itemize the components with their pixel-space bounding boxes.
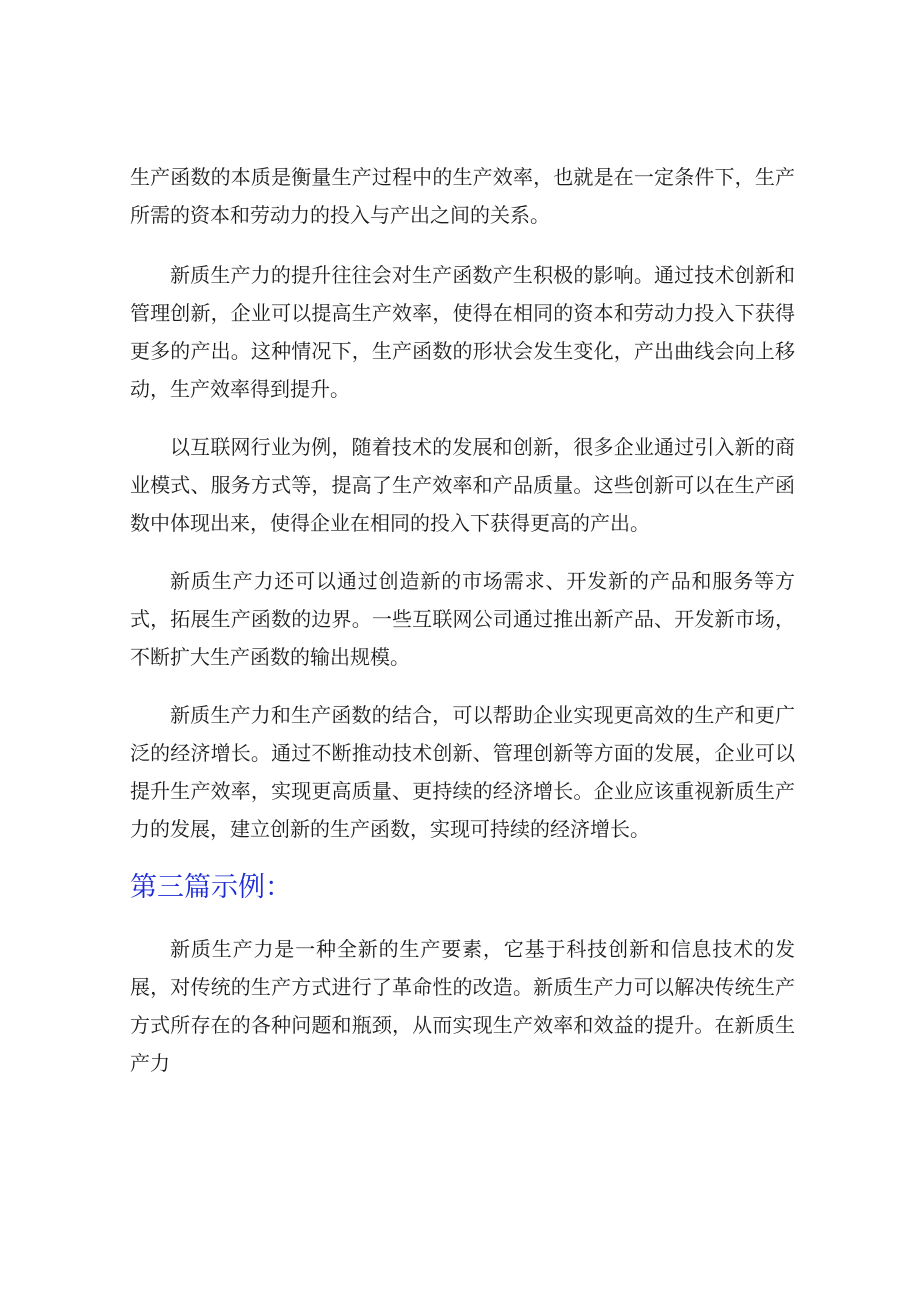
- paragraph-productivity-impact: 新质生产力的提升往往会对生产函数产生积极的影响。通过技术创新和管理创新，企业可以提高生产效率，使得在相同的资本和劳动力投入下获得更多的产出。这种情况下，生产函数的形状会发生变化，产出曲线会向上移动，生产效率得到提升。: [130, 263, 795, 401]
- paragraph-new-productivity-intro: 新质生产力是一种全新的生产要素，它基于科技创新和信息技术的发展，对传统的生产方式进行了革命性的改造。新质生产力可以解决传统生产方式所存在的各种问题和瓶颈，从而实现生产效率和效益的提升。在新质生产力: [130, 937, 795, 1075]
- section-heading: 第三篇示例：: [130, 872, 292, 903]
- paragraph-combination-conclusion: 新质生产力和生产函数的结合，可以帮助企业实现更高效的生产和更广泛的经济增长。通过不断推动技术创新、管理创新等方面的发展，企业可以提升生产效率，实现更高质量、更持续的经济增长。企业应该重视新质生产力的发展，建立创新的生产函数，实现可持续的经济增长。: [130, 703, 795, 841]
- paragraph-market-expansion: 新质生产力还可以通过创造新的市场需求、开发新的产品和服务等方式，拓展生产函数的边界。一些互联网公司通过推出新产品、开发新市场，不断扩大生产函数的输出规模。: [130, 569, 795, 669]
- paragraph-production-function-essence: 生产函数的本质是衡量生产过程中的生产效率，也就是在一定条件下，生产所需的资本和劳动力的投入与产出之间的关系。: [130, 165, 795, 227]
- document-body: [130, 158, 795, 1102]
- paragraph-internet-example: 以互联网行业为例，随着技术的发展和创新，很多企业通过引入新的商业模式、服务方式等，提高了生产效率和产品质量。这些创新可以在生产函数中体现出来，使得企业在相同的投入下获得更高的产出。: [130, 435, 795, 535]
